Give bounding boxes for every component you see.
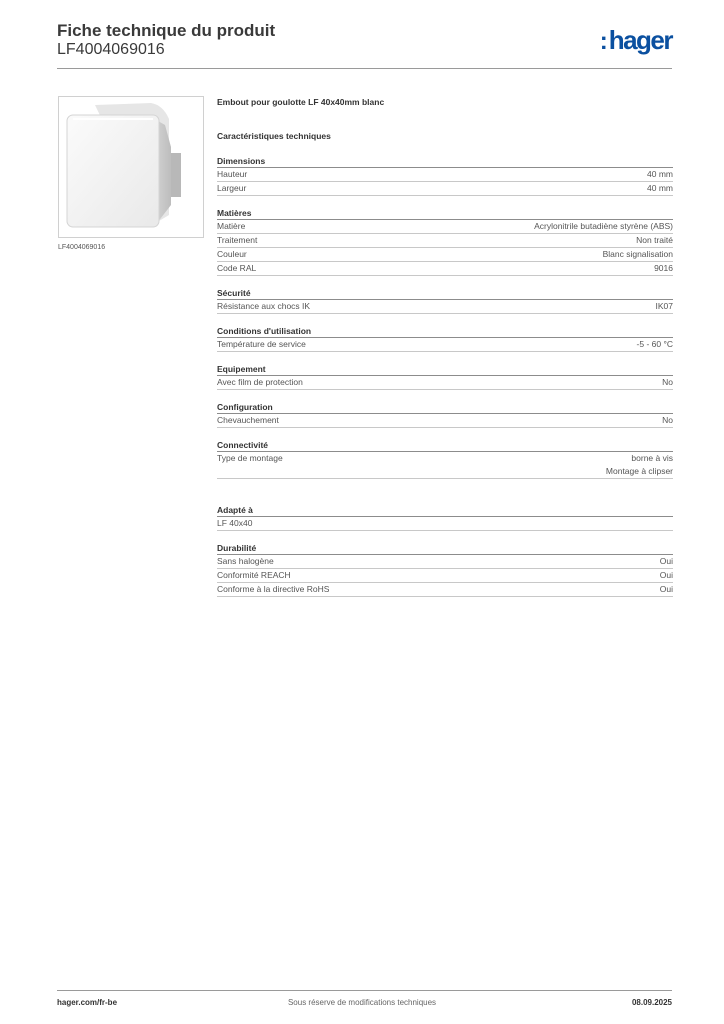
hager-logo (600, 25, 672, 57)
spec-row (217, 555, 673, 569)
spec-value (656, 300, 674, 313)
spec-row (217, 168, 673, 182)
document-title: Fiche technique du produit (57, 21, 276, 40)
spec-value (662, 376, 673, 389)
spec-label: Hauteur (217, 169, 248, 179)
spec-row (217, 248, 673, 262)
spec-row (217, 583, 673, 597)
section-heading: Matières (217, 206, 673, 220)
specs-heading: Caractéristiques techniques (217, 131, 331, 141)
section-heading: Sécurité (217, 286, 673, 300)
spec-value-line: Acrylonitrile butadiène styrène (ABS) (534, 221, 673, 231)
spec-value-line: borne à vis (631, 453, 673, 463)
section-heading: Connectivité (217, 438, 673, 452)
footer-divider (57, 990, 672, 991)
spec-value (637, 338, 673, 351)
spec-label: Couleur (217, 249, 247, 259)
footer-date: 08.09.2025 (631, 998, 672, 1007)
spec-value (660, 569, 673, 582)
spec-value-line: No (662, 415, 673, 425)
spec-label: Sans halogène (217, 556, 274, 566)
section-heading: Equipement (217, 362, 673, 376)
spec-label: LF 40x40 (217, 518, 253, 528)
spec-value (636, 234, 673, 247)
spec-value-line: 40 mm (647, 183, 673, 193)
spec-value (534, 220, 673, 233)
logo-dots: : (599, 28, 608, 55)
spec-value-line: -5 - 60 °C (636, 339, 673, 349)
spec-value-line: Non traité (636, 235, 673, 245)
product-title: Embout pour goulotte LF 40x40mm blanc (217, 97, 385, 107)
page-header (57, 21, 672, 69)
spec-sections (217, 154, 673, 597)
end-cap-illustration (59, 97, 203, 237)
section-heading: Conditions d'utilisation (217, 324, 673, 338)
spec-label: Matière (217, 221, 246, 231)
spec-value (603, 248, 673, 261)
spec-row (217, 569, 673, 583)
spec-label: Température de service (217, 339, 306, 349)
spec-row (217, 220, 673, 234)
spec-row (217, 234, 673, 248)
spec-value-line: IK07 (655, 301, 673, 311)
spec-value-line: 40 mm (647, 169, 673, 179)
section-heading: Configuration (217, 400, 673, 414)
spec-section (217, 362, 673, 390)
section-heading: Dimensions (217, 154, 673, 168)
spec-row (217, 376, 673, 390)
spec-label: Largeur (217, 183, 247, 193)
spec-label: Avec film de protection (217, 377, 303, 387)
section-spacer (217, 479, 673, 493)
section-heading: Adapté à (217, 503, 673, 517)
spec-value (654, 262, 673, 275)
spec-value-line: Blanc signalisation (602, 249, 673, 259)
spec-row (217, 338, 673, 352)
spec-value (662, 414, 673, 427)
spec-label: Chevauchement (217, 415, 279, 425)
spec-row (217, 300, 673, 314)
spec-label: Conformité REACH (217, 570, 291, 580)
header-divider (57, 68, 672, 69)
spec-value-line: No (662, 377, 673, 387)
spec-row (217, 182, 673, 196)
logo-text: hager (608, 25, 672, 55)
spec-label: Code RAL (217, 263, 257, 273)
spec-row (217, 414, 673, 428)
spec-section (217, 400, 673, 428)
spec-row (217, 517, 673, 531)
spec-value-line: Oui (659, 556, 673, 566)
spec-value (660, 555, 673, 568)
spec-row (217, 262, 673, 276)
product-reference: LF4004069016 (57, 41, 165, 58)
spec-section (217, 286, 673, 314)
footer-website[interactable]: hager.com/fr-be (57, 998, 118, 1007)
spec-label: Résistance aux chocs IK (217, 301, 311, 311)
spec-content (217, 96, 673, 597)
spec-label: Conforme à la directive RoHS (217, 584, 330, 594)
footer-disclaimer: Sous réserve de modifications techniques (287, 998, 437, 1007)
spec-section (217, 503, 673, 531)
section-heading: Durabilité (217, 541, 673, 555)
spec-section (217, 438, 673, 479)
image-caption: LF4004069016 (58, 244, 106, 251)
spec-label: Type de montage (217, 453, 283, 463)
spec-section (217, 541, 673, 597)
spec-value (647, 168, 673, 181)
spec-value (660, 583, 673, 596)
spec-section (217, 324, 673, 352)
spec-label: Traitement (217, 235, 258, 245)
spec-value (647, 182, 673, 195)
spec-value-line: Montage à clipser (605, 466, 673, 476)
product-image (58, 96, 204, 238)
spec-row (217, 452, 673, 479)
spec-value-line: 9016 (654, 263, 673, 273)
spec-value-line: Oui (659, 570, 673, 580)
spec-section (217, 154, 673, 196)
spec-value (606, 452, 673, 478)
spec-value-line: Oui (659, 584, 673, 594)
spec-section (217, 206, 673, 276)
